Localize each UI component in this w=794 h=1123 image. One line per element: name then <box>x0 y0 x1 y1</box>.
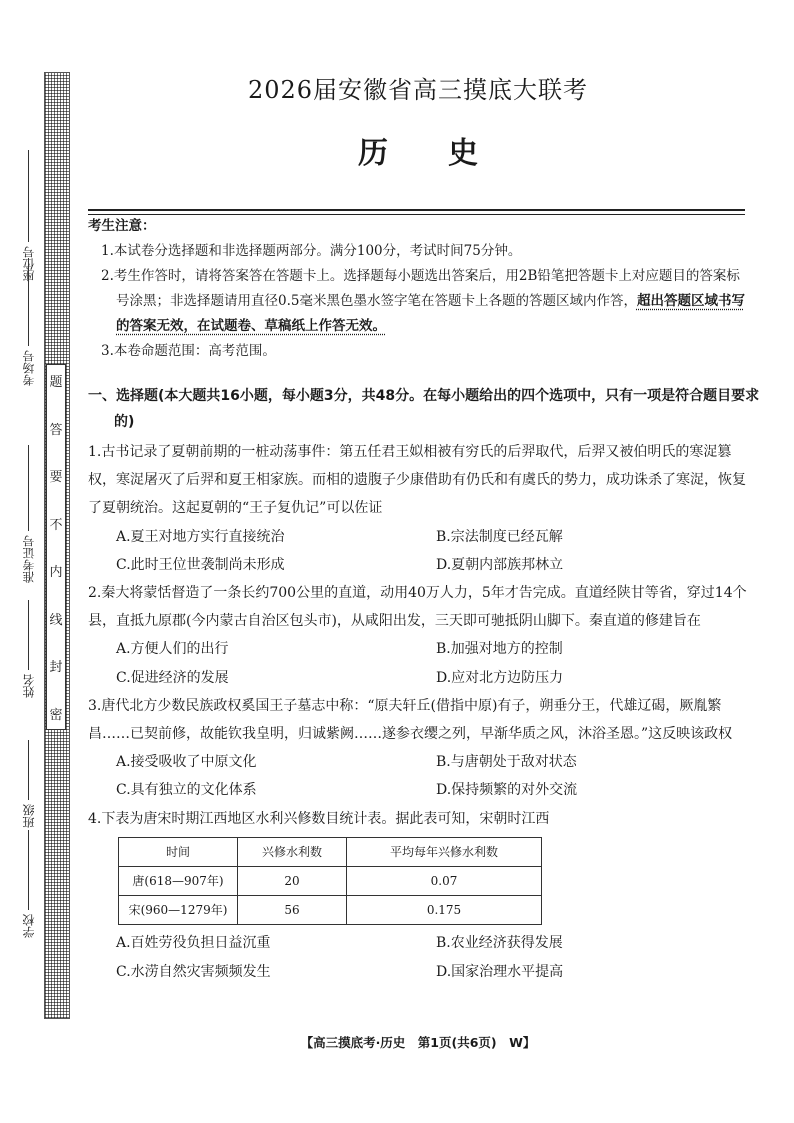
field-label: 姓名 <box>21 674 36 698</box>
seal-char: 密 <box>49 707 63 723</box>
seal-char: 要 <box>49 470 63 486</box>
question-2 <box>88 579 748 692</box>
question-3 <box>88 692 748 805</box>
option-c: C.具有独立的文化体系 <box>116 782 257 799</box>
option-a: A.方便人们的出行 <box>116 641 229 658</box>
notice-item-2-emphasis: 超出答题区域书写的答案无效，在试题卷、草稿纸上作答无效。 <box>116 293 745 334</box>
question-list <box>88 438 748 986</box>
table-cell: 宋(960—1279年) <box>119 896 238 925</box>
option-c: C.此时王位世袭制尚未形成 <box>116 556 285 573</box>
notice-item-3: 3.本卷命题范围：高考范围。 <box>101 343 276 359</box>
option-c: C.促进经济的发展 <box>116 669 229 686</box>
notice-heading: 考生注意： <box>88 218 156 234</box>
notice-block <box>88 214 748 364</box>
table-header-row <box>119 837 542 866</box>
seal-char: 不 <box>49 517 63 533</box>
seal-char: 线 <box>49 612 63 628</box>
field-name[interactable] <box>20 600 36 698</box>
page-footer: 【高三摸底考·历史 第1页(共6页) W】 <box>300 1035 536 1050</box>
question-1 <box>88 438 748 579</box>
question-stem: 3.唐代北方少数民族政权奚国王子墓志中称：“原夫轩丘(借指中原)有子，朔垂分王，代雄辽碣，厥胤繁昌……已契前修，故能钦我皇明，归诚紫阙……遂参衣缨之列，早渐华质之风，沐浴圣恩。”这反映该政权 <box>88 697 733 743</box>
option-d: D.夏朝内部族邦林立 <box>436 556 564 573</box>
question-stem: 2.秦大将蒙恬督造了一条长约700公里的直道，动用40万人力，5年才告完成。直道经陕甘等省，穿过14个县，直抵九原郡(今内蒙古自治区包头市)，从咸阳出发，三天即可驰抵阴山脚下。秦直道的修建旨在 <box>88 585 747 630</box>
question-stem: 4.下表为唐宋时期江西地区水利兴修数目统计表。据此表可知，宋朝时江西 <box>88 810 550 827</box>
option-d: D.国家治理水平提高 <box>436 963 564 980</box>
seal-char: 内 <box>49 565 63 581</box>
option-b: B.与唐朝处于敌对状态 <box>436 754 577 771</box>
option-b: B.农业经济获得发展 <box>436 935 563 952</box>
field-label: 准考证号 <box>21 535 36 583</box>
option-a: A.接受吸收了中原文化 <box>116 754 257 771</box>
option-a: A.夏王对地方实行直接统治 <box>116 528 285 545</box>
table-header: 时间 <box>119 837 238 866</box>
notice-item-2-text: 2.考生作答时，请将答案答在答题卡上。选择题每小题选出答案后，用2B铅笔把答题卡上对应题目的答案标号涂黑；非选择题请用直径0.5毫米黑色墨水签字笔在答题卡上各题的答题区域内作答， <box>101 268 740 309</box>
field-exam-room[interactable] <box>20 258 36 386</box>
field-label: 考场号 <box>21 350 36 386</box>
field-admission-number[interactable] <box>20 445 36 583</box>
notice-item-2 <box>88 264 748 339</box>
binding-margin <box>0 0 88 1123</box>
seal-char: 封 <box>49 660 63 676</box>
irrigation-table <box>118 837 542 926</box>
subject-title: 历史 <box>358 136 538 171</box>
table-header: 平均每年兴修水利数 <box>347 837 542 866</box>
table-cell: 20 <box>238 867 347 896</box>
option-a: A.百姓劳役负担日益沉重 <box>116 935 271 952</box>
question-stem: 1.古书记录了夏朝前期的一桩动荡事件：第五任君王姒相被有穷氏的后羿取代，后羿又被伯明氏的寒浞篡权，寒浞屠灭了后羿和夏王相家族。而相的遗腹子少康借助有仍氏和有虞氏的势力，成功诛杀了寒浞，恢复了夏朝统治。这起夏朝的“王子复仇记”可以佐证 <box>88 444 746 517</box>
field-label: 班级 <box>21 804 36 828</box>
field-class[interactable] <box>20 740 36 828</box>
field-school[interactable] <box>20 830 36 938</box>
exam-title: 2026届安徽省高三摸底大联考 <box>247 76 589 104</box>
option-d: D.保持频繁的对外交流 <box>436 782 578 799</box>
option-b: B.加强对地方的控制 <box>436 641 563 658</box>
option-c: C.水涝自然灾害频频发生 <box>116 963 271 980</box>
field-label: 学校 <box>21 914 36 938</box>
field-label: 座位号 <box>21 246 36 282</box>
option-d: D.应对北方边防压力 <box>436 669 564 686</box>
table-header: 兴修水利数 <box>238 837 347 866</box>
table-row <box>119 896 542 925</box>
table-row <box>119 867 542 896</box>
seal-char: 答 <box>49 422 63 438</box>
section-heading: 一、选择题(本大题共16小题，每小题3分，共48分。在每小题给出的四个选项中，只有一项是符合题目要求的) <box>88 388 760 430</box>
seal-char: 题 <box>49 375 63 390</box>
notice-item-1: 1.本试卷分选择题和非选择题两部分。满分100分，考试时间75分钟。 <box>101 243 522 259</box>
option-b: B.宗法制度已经瓦解 <box>436 528 563 545</box>
table-cell: 0.175 <box>347 896 542 925</box>
seal-warning <box>46 364 66 730</box>
table-cell: 唐(618—907年) <box>119 867 238 896</box>
question-4 <box>88 805 748 986</box>
table-cell: 0.07 <box>347 867 542 896</box>
table-cell: 56 <box>238 896 347 925</box>
